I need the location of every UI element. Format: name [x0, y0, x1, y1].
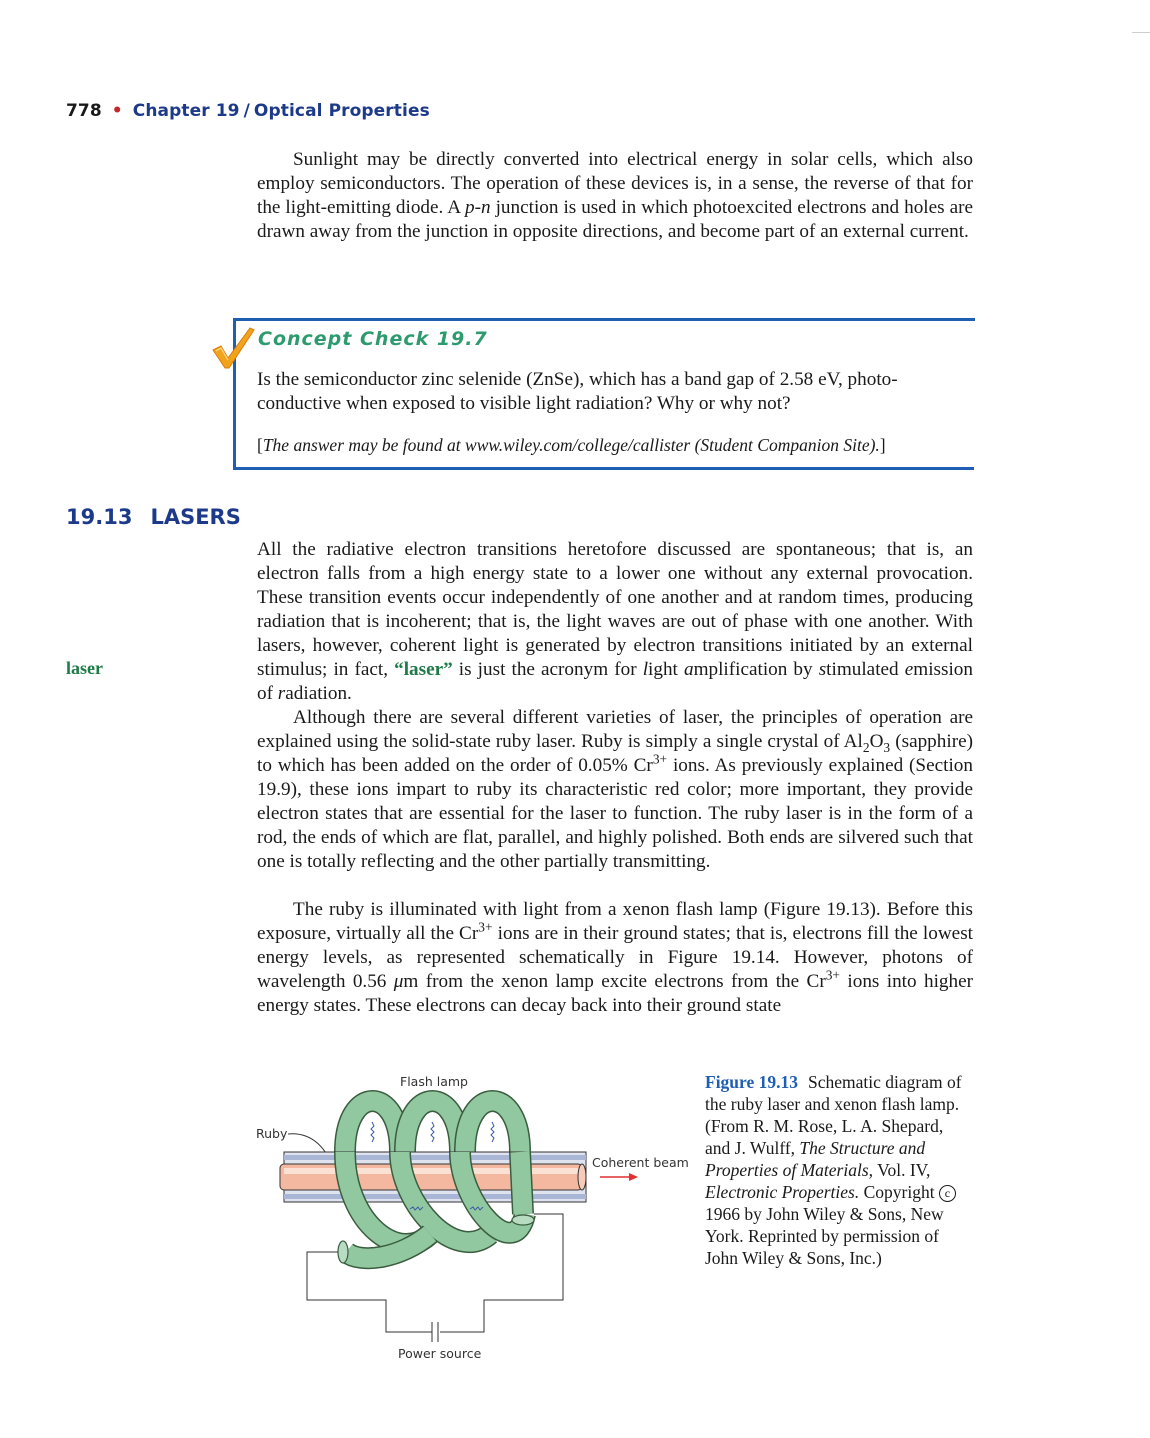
ruby-label: Ruby	[256, 1126, 288, 1141]
chapter-label: Chapter 19	[132, 101, 240, 121]
lasers-paragraph-2	[257, 706, 973, 874]
acronym-ight: ight	[648, 659, 684, 680]
para3-mu: μ	[393, 971, 404, 992]
para3-text-a: The ruby is illuminated with light from a xenon flash lamp (Figure 19.13). Before this exposure, virtually all the Cr	[257, 899, 973, 944]
concept-check-question-line1: Is the semiconductor zinc selenide (ZnSe), which has a band gap of 2.58 eV, photo-	[257, 369, 898, 390]
para2-text-a: Although there are several different varieties of laser, the principles of operation are explained using the solid-state ruby laser. Ruby is simply a single crystal of Al	[257, 707, 973, 752]
page-number: 778	[66, 101, 102, 121]
ruby-laser-diagram	[250, 1064, 700, 1374]
para2-text-b: O	[869, 731, 884, 752]
figure-number: Figure 19.13	[705, 1072, 799, 1092]
caption-italic-1: The Structure and Properties of Materials,	[705, 1138, 926, 1180]
concept-check-title: Concept Check 19.7	[258, 328, 488, 350]
para3-text-b: ions are in their ground states; that is, electrons fill the lowest energy levels, as represented schematically in Figure 19.14. However, photons of wavelength 0.56	[257, 923, 973, 992]
concept-check-question	[257, 368, 973, 416]
caption-text-4: 1966 by John Wiley & Sons, New York. Reprinted by permission of John Wiley & Sons, Inc.)	[705, 1204, 944, 1268]
acronym-s: s	[818, 659, 827, 680]
answer-text: The answer may be found at www.wiley.com/college/callister (Student Companion Site).	[262, 435, 880, 455]
concept-check-question-line2: conductive when exposed to visible light radiation? Why or why not?	[257, 393, 791, 414]
lasers-paragraph-3	[257, 898, 973, 1018]
margin-term: laser	[66, 658, 103, 678]
para3-sup1: 3+	[478, 919, 493, 935]
coherent-beam-label: Coherent beam	[592, 1155, 689, 1170]
laser-tube	[280, 1152, 586, 1202]
para2-text-c: (sapphire) to which has been added on the order of 0.05% Cr	[257, 731, 973, 776]
answer-bracket-close: ]	[879, 435, 886, 455]
para2-sub2: 3	[883, 739, 891, 755]
caption-italic-2: Electronic Properties.	[705, 1182, 860, 1202]
acronym-e: e	[904, 659, 914, 680]
acronym-timulated: timulated	[826, 659, 905, 680]
intro-italic: p-n	[465, 197, 491, 218]
caption-text-3: Copyright	[859, 1182, 939, 1202]
acronym-l: l	[642, 659, 649, 680]
lasers-paragraph-1	[257, 538, 973, 706]
acronym-r: r	[277, 683, 286, 704]
para2-sub1: 2	[862, 739, 870, 755]
laser-keyword: “laser”	[394, 659, 453, 680]
intro-paragraph	[257, 148, 973, 244]
figure-caption	[705, 1071, 970, 1269]
intro-text-a: Sunlight may be directly converted into electrical energy in solar cells, which also employ semiconductors. The operation of these devices is, in a sense, the reverse of that for the light-emitting diode. A	[257, 149, 973, 218]
section-title: LASERS	[150, 505, 241, 529]
checkmark-icon	[210, 324, 256, 370]
acronym-mission: mission of	[257, 659, 973, 704]
acronym-mplification: mplification by	[693, 659, 819, 680]
copyright-symbol: c	[939, 1185, 956, 1202]
para3-text-c: m from the xenon lamp excite electrons from the Cr	[403, 971, 826, 992]
answer-bracket-open: [	[257, 435, 263, 455]
para3-sup2: 3+	[825, 967, 841, 983]
caption-text-1: Schematic diagram of the ruby laser and xenon flash lamp. (From R. M. Rose, L. A. Shepard, and J. Wulff,	[705, 1072, 962, 1158]
corner-mark	[1132, 32, 1150, 33]
acronym-a: a	[683, 659, 694, 680]
chapter-title: Optical Properties	[253, 101, 430, 121]
concept-check-answer	[257, 434, 973, 456]
acronym-adiation: adiation.	[285, 683, 352, 704]
header-bullet: •	[111, 101, 123, 121]
header-slash: /	[243, 101, 250, 121]
power-source-label: Power source	[398, 1346, 482, 1361]
caption-text-2: Vol. IV,	[873, 1160, 931, 1180]
para1-text: All the radiative electron transitions heretofore discussed are spontaneous; that is, an electron falls from a high energy state to a lower one without any external provocation. These transition events occur independently of one another and at random times, producing radiation that is incoherent; that is, the light waves are out of phase with one another. With lasers, however, coherent light is generated by electron transitions initiated by an external stimulus; in fact,	[257, 539, 973, 680]
ruby-rod	[280, 1164, 582, 1190]
running-header	[66, 101, 430, 121]
para2-text-d: ions. As previously explained (Section 19.9), these ions impart to ruby its characteristic red color; more important, they provide electron states that are essential for the laser to function. The ruby laser is in the form of a rod, the ends of which are flat, parallel, and highly polished. Both ends are silvered such that one is totally reflecting and the other partially transmitting.	[257, 755, 973, 872]
intro-text-b: junction is used in which photoexcited electrons and holes are drawn away from the junction in opposite directions, and become part of an external current.	[257, 197, 973, 242]
beam-arrow-head	[629, 1173, 638, 1181]
para1-text-mid: is just the acronym for	[452, 659, 643, 680]
para3-text-d: ions into higher energy states. These electrons can decay back into their ground state	[257, 971, 973, 1016]
section-heading	[66, 505, 241, 529]
para2-sup1: 3+	[652, 751, 668, 767]
section-number: 19.13	[66, 505, 133, 529]
flash-lamp-label: Flash lamp	[400, 1074, 468, 1089]
